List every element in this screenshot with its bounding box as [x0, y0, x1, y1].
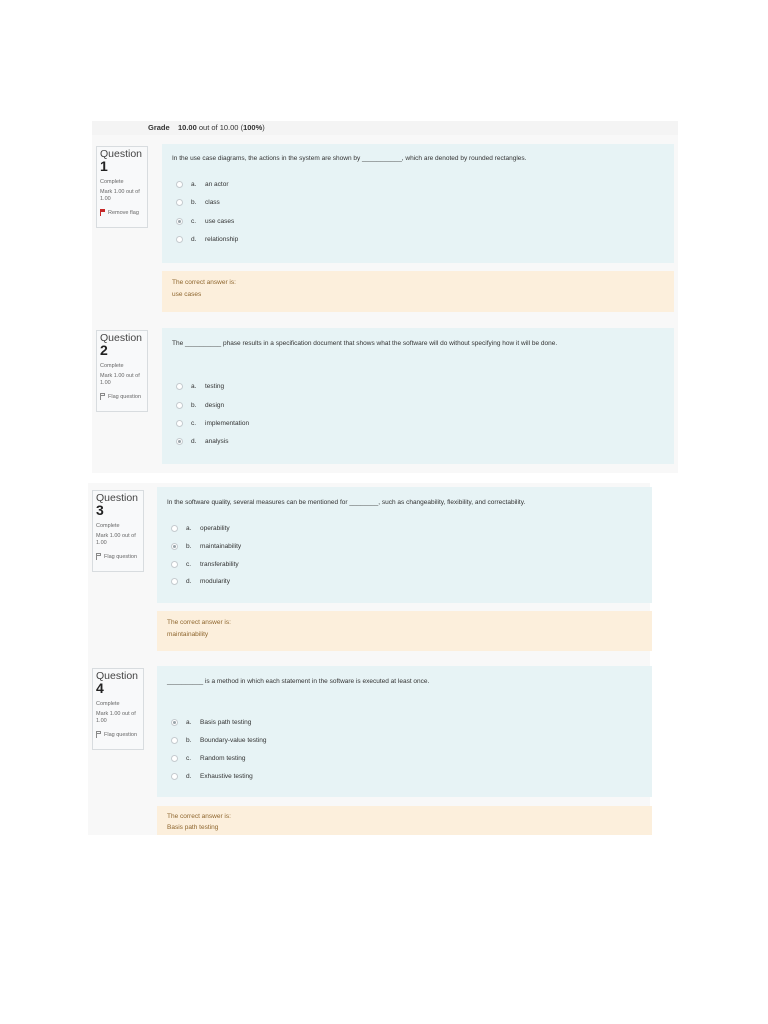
question-word: Question [96, 670, 139, 682]
feedback-answer: maintainability [167, 631, 209, 638]
question-mark: Mark 1.00 out of 1.00 [96, 533, 136, 546]
radio-button[interactable] [171, 561, 178, 568]
option-label: transferability [200, 561, 239, 568]
option-label: Basis path testing [200, 719, 252, 726]
radio-button[interactable] [176, 420, 183, 427]
radio-button[interactable] [176, 383, 183, 390]
answer-option[interactable] [176, 199, 220, 206]
option-label: testing [205, 383, 225, 390]
question-text: In the software quality, several measures can be mentioned for ________, such as changeability, flexibility, and correctability. [167, 499, 526, 506]
feedback-title: The correct answer is: [167, 813, 231, 820]
question-number: 3 [96, 502, 104, 518]
option-label: Boundary-value testing [200, 737, 267, 744]
answer-option[interactable] [171, 561, 239, 568]
radio-button[interactable] [176, 181, 183, 188]
grade-close: ) [262, 123, 265, 132]
question-word: Question [100, 148, 143, 160]
flag-icon [96, 731, 102, 738]
option-letter: d. [186, 773, 192, 780]
remove-flag-link[interactable] [100, 209, 144, 216]
radio-button[interactable] [176, 199, 183, 206]
question-info-3 [92, 490, 144, 572]
answer-option[interactable] [176, 420, 249, 427]
question-formulation-3 [157, 487, 652, 603]
question-info-2 [96, 330, 148, 412]
question-mark: Mark 1.00 out of 1.00 [96, 711, 136, 724]
feedback-title: The correct answer is: [172, 279, 236, 286]
flag-icon [100, 393, 106, 400]
option-letter: c. [191, 218, 197, 225]
option-letter: d. [191, 438, 197, 445]
grade-score: 10.00 [178, 123, 197, 132]
option-letter: c. [191, 420, 197, 427]
flag-question-link[interactable] [96, 553, 140, 560]
flag-question-link[interactable] [96, 731, 140, 738]
option-letter: a. [191, 181, 197, 188]
option-label: maintainability [200, 543, 242, 550]
answer-option[interactable] [176, 181, 229, 188]
answer-option[interactable] [171, 773, 253, 780]
flag-question-link[interactable] [100, 393, 144, 400]
radio-button-selected[interactable] [171, 719, 178, 726]
feedback-box-4 [157, 806, 652, 835]
question-mark: Mark 1.00 out of 1.00 [100, 373, 140, 386]
feedback-answer: use cases [172, 291, 202, 298]
flag-label: Flag question [104, 731, 138, 738]
question-number: 4 [96, 680, 104, 696]
option-label: Exhaustive testing [200, 773, 253, 780]
option-letter: b. [186, 543, 192, 550]
answer-option[interactable] [176, 438, 228, 445]
option-label: an actor [205, 181, 229, 188]
option-letter: c. [186, 755, 192, 762]
radio-button[interactable] [171, 755, 178, 762]
option-letter: a. [186, 719, 192, 726]
option-letter: b. [191, 199, 197, 206]
answer-option[interactable] [176, 402, 224, 409]
flag-icon [100, 209, 106, 216]
option-letter: b. [186, 737, 192, 744]
flag-label: Flag question [108, 393, 142, 400]
option-letter: c. [186, 561, 192, 568]
grade-value [178, 121, 265, 135]
radio-button[interactable] [176, 402, 183, 409]
answer-option[interactable] [171, 525, 230, 532]
question-state: Complete [96, 701, 120, 707]
question-formulation-4 [157, 666, 652, 797]
answer-option[interactable] [171, 578, 230, 585]
answer-option[interactable] [171, 737, 267, 744]
answer-option[interactable] [176, 218, 234, 225]
feedback-answer: Basis path testing [167, 824, 219, 831]
question-state: Complete [96, 523, 120, 529]
feedback-box-3 [157, 611, 652, 651]
flag-icon [96, 553, 102, 560]
radio-button-selected[interactable] [171, 543, 178, 550]
question-word: Question [100, 332, 143, 344]
question-word: Question [96, 492, 139, 504]
option-letter: d. [191, 236, 197, 243]
option-letter: a. [186, 525, 192, 532]
option-letter: a. [191, 383, 197, 390]
question-text: The __________ phase results in a specification document that shows what the software will do without specifying how it will be done. [172, 340, 558, 347]
question-number: 2 [100, 342, 108, 358]
option-letter: d. [186, 578, 192, 585]
answer-option[interactable] [171, 719, 251, 726]
question-text: __________ is a method in which each statement in the software is executed at least once. [167, 678, 430, 685]
feedback-box-1 [162, 271, 674, 312]
answer-option[interactable] [176, 236, 238, 243]
radio-button[interactable] [176, 236, 183, 243]
grade-summary [92, 121, 678, 135]
answer-option[interactable] [176, 383, 224, 390]
radio-button[interactable] [171, 773, 178, 780]
flag-label: Flag question [104, 553, 138, 560]
question-info-1 [96, 146, 148, 228]
question-state: Complete [100, 363, 124, 369]
question-number: 1 [100, 158, 108, 174]
flag-label: Remove flag [108, 209, 139, 216]
feedback-title: The correct answer is: [167, 619, 231, 626]
radio-button-selected[interactable] [176, 218, 183, 225]
answer-option[interactable] [171, 755, 246, 762]
question-info-4 [92, 668, 144, 750]
question-state: Complete [100, 179, 124, 185]
question-formulation-2 [162, 328, 674, 464]
answer-option[interactable] [171, 543, 241, 550]
option-label: Random testing [200, 755, 246, 762]
grade-label: Grade [148, 123, 170, 132]
option-label: analysis [205, 438, 229, 445]
grade-percent: 100% [243, 123, 263, 132]
option-label: class [205, 199, 220, 206]
option-label: design [205, 402, 225, 409]
radio-button-selected[interactable] [176, 438, 183, 445]
option-label: modularity [200, 578, 230, 585]
radio-button[interactable] [171, 525, 178, 532]
question-formulation-1 [162, 144, 674, 263]
question-text: In the use case diagrams, the actions in the system are shown by ___________, which are denoted by rounded rectangles. [172, 155, 527, 162]
radio-button[interactable] [171, 578, 178, 585]
option-label: use cases [205, 218, 235, 225]
option-letter: b. [191, 402, 197, 409]
grade-out-of: out of 10.00 ( [196, 123, 244, 132]
option-label: operability [200, 525, 230, 532]
option-label: implementation [205, 420, 250, 427]
option-label: relationship [205, 236, 239, 243]
radio-button[interactable] [171, 737, 178, 744]
question-mark: Mark 1.00 out of 1.00 [100, 189, 140, 202]
